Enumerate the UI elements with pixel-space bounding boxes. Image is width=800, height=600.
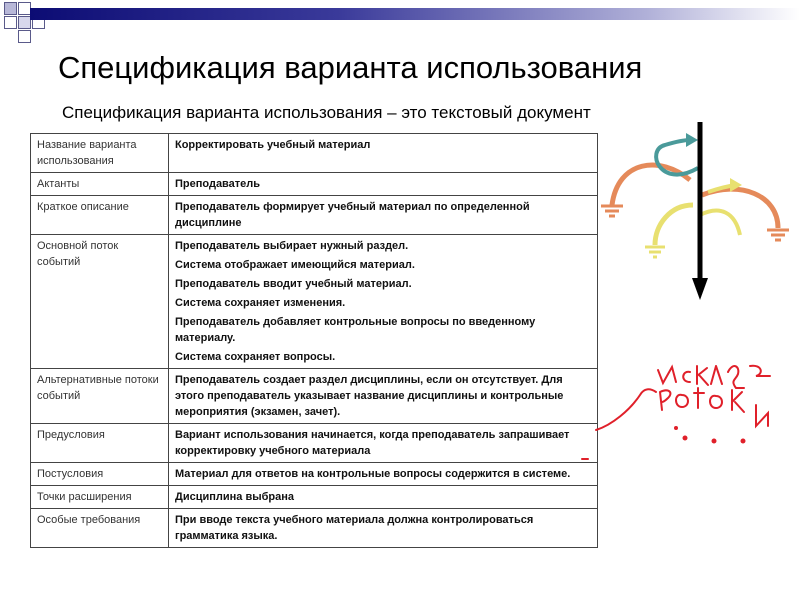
row-value-line: Преподаватель создает раздел дисциплины, если он отсутствует. Для этого преподаватель указывает название дисциплины и контрольные мероприятия (экзамен, зачет). — [175, 374, 564, 418]
row-value-line: Преподаватель формирует учебный материал по определенной дисциплине — [175, 201, 530, 229]
row-value-line: При вводе текста учебного материала должна контролироваться грамматика языка. — [175, 514, 534, 542]
ground-symbol-right — [767, 230, 789, 240]
row-value-line: Материал для ответов на контрольные вопросы содержится в системе. — [175, 468, 571, 480]
handwritten-annotation — [582, 366, 770, 459]
orange-arc-right — [702, 189, 778, 228]
row-label: Предусловия — [31, 424, 169, 463]
row-label: Основной поток событий — [31, 235, 169, 369]
row-value-line: Преподаватель — [175, 178, 261, 190]
row-label: Альтернативные потоки событий — [31, 369, 169, 424]
row-label: Актанты — [31, 173, 169, 196]
row-value-line: Дисциплина выбрана — [175, 491, 295, 503]
row-value-line: Преподаватель добавляет контрольные вопросы по введенному материалу. — [175, 316, 536, 344]
row-value-line: Система сохраняет вопросы. — [175, 351, 336, 363]
ground-symbol-yellow — [645, 247, 665, 257]
row-value-line: Система отображает имеющийся материал. — [175, 259, 415, 271]
row-label: Краткое описание — [31, 196, 169, 235]
row-value-line: Корректировать учебный материал — [175, 139, 371, 151]
ground-symbol-left — [601, 206, 623, 216]
row-value-line: Система сохраняет изменения. — [175, 297, 346, 309]
black-arrowhead — [692, 278, 708, 300]
page-subtitle: Спецификация варианта использования – это текстовый документ — [62, 103, 591, 122]
yellow-arc-left — [655, 205, 693, 245]
row-label: Название варианта использования — [31, 134, 169, 173]
teal-arrowhead — [686, 133, 698, 147]
row-value-line: Вариант использования начинается, когда преподаватель запрашивает корректировку учебного материала — [175, 429, 570, 457]
yellow-arc-right — [700, 211, 740, 235]
row-label: Постусловия — [31, 463, 169, 486]
row-label: Особые требования — [31, 509, 169, 548]
row-value-line: Преподаватель выбирает нужный раздел. — [175, 240, 409, 252]
row-label: Точки расширения — [31, 486, 169, 509]
orange-arc-left — [612, 165, 690, 205]
page-title: Спецификация варианта использования — [58, 50, 643, 85]
row-value-line: Преподаватель вводит учебный материал. — [175, 278, 412, 290]
annotation-dots — [674, 426, 746, 444]
